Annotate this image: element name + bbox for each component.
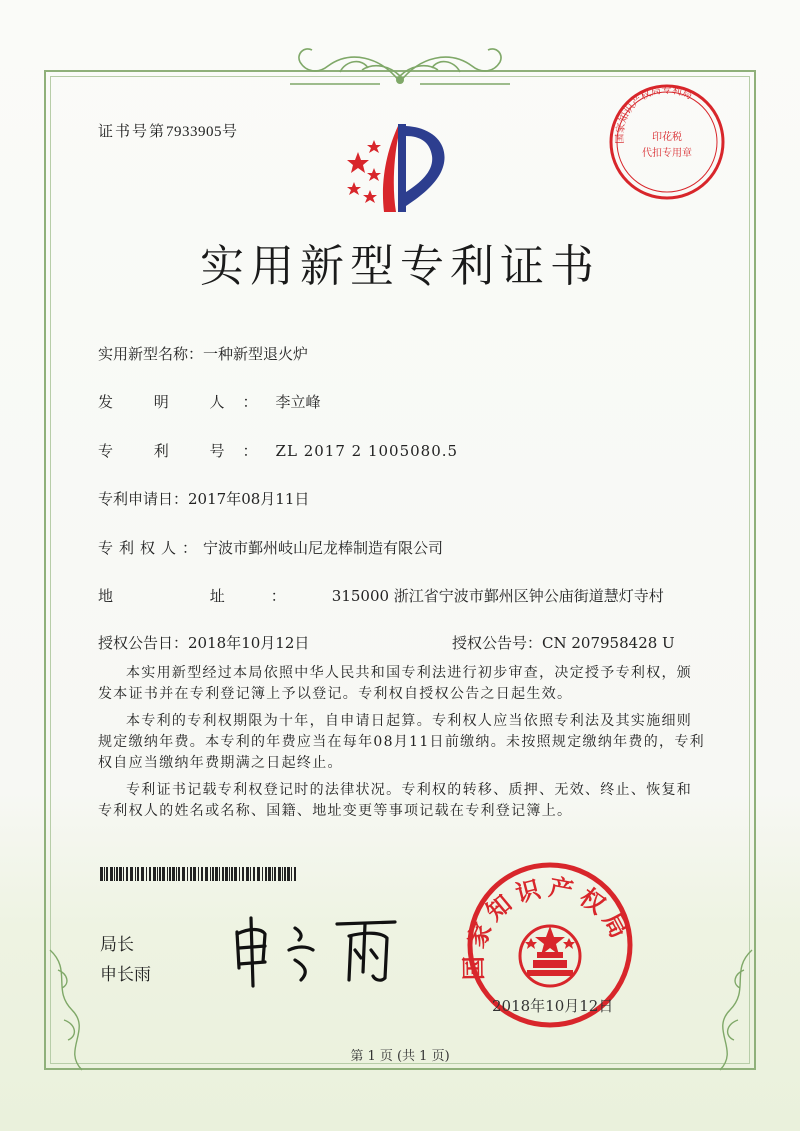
issue-date: 2018年10月12日 [492, 997, 614, 1015]
barcode-bar [141, 867, 144, 881]
application-date-row [98, 488, 309, 509]
address-label: 地 址： [98, 587, 332, 605]
barcode-bar [278, 867, 281, 881]
barcode-bar [215, 867, 218, 881]
certificate-body [98, 663, 706, 828]
barcode-bar [167, 867, 168, 881]
barcode-bar [242, 867, 244, 881]
utility-name-row [98, 343, 308, 364]
barcode-bar [272, 867, 273, 881]
barcode-bar [250, 867, 251, 881]
barcode-bar [212, 867, 214, 881]
grant-number-label: 授权公告号： [452, 634, 543, 652]
barcode-bar [246, 867, 249, 881]
barcode-bar [274, 867, 276, 881]
inventor-value: 李立峰 [275, 393, 321, 411]
barcode-bar [159, 867, 161, 881]
application-date-label: 专利申请日： [98, 490, 189, 508]
barcode-bar [253, 867, 255, 881]
cert-number-prefix: 证书号第 [98, 122, 167, 140]
barcode-bar [225, 867, 228, 881]
barcode-bar [190, 867, 192, 881]
grant-number-row [452, 632, 675, 653]
cert-number-suffix: 号 [222, 122, 240, 140]
grant-date-value: 2018年10月12日 [188, 634, 310, 652]
barcode-bar [149, 867, 151, 881]
barcode-bar [130, 867, 133, 881]
barcode-bar [162, 867, 165, 881]
patent-number-label: 专 利 号： [98, 442, 276, 460]
body-paragraph-1: 本实用新型经过本局依照中华人民共和国专利法进行初步审查，决定授予专利权，颁发本证书并在专利登记簿上予以登记。专利权自授权公告之日起生效。 [98, 665, 693, 702]
application-date-value: 2017年08月11日 [188, 490, 310, 508]
grant-number-value: CN 207958428 U [542, 634, 675, 652]
stamp-inner-text-2: 代扣专用章 [642, 148, 692, 159]
patent-number-value: ZL 2017 2 1005080.5 [275, 442, 459, 460]
director-name: 申长雨 [100, 965, 151, 985]
inventor-row [98, 391, 321, 412]
barcode-bar [239, 867, 240, 881]
barcode-bar [100, 867, 103, 881]
barcode-bar [210, 867, 211, 881]
top-ornament [270, 36, 530, 92]
barcode-bar [110, 867, 113, 881]
barcode-bar [104, 867, 105, 881]
barcode-bar [219, 867, 220, 881]
body-paragraph-3: 专利证书记载专利权登记时的法律状况。专利权的转移、质押、无效、终止、恢复和专利权人的姓名或名称、国籍、地址变更等事项记载在专利登记簿上。 [98, 782, 693, 819]
barcode-bar [106, 867, 108, 881]
barcode-bar [172, 867, 175, 881]
patent-number-row [98, 440, 458, 461]
barcode-bar [157, 867, 158, 881]
barcode-bar [282, 867, 283, 881]
barcode [100, 867, 300, 881]
barcode-bar [119, 867, 122, 881]
barcode-bar [135, 867, 136, 881]
barcode-bar [123, 867, 124, 881]
patentee-value: 宁波市鄞州岐山尼龙棒制造有限公司 [203, 539, 444, 557]
barcode-bar [222, 867, 224, 881]
barcode-bar [176, 867, 177, 881]
patentee-label: 专利权人： [98, 539, 204, 557]
patentee-row [98, 537, 443, 558]
body-paragraph-2: 本专利的专利权期限为十年，自申请日起算。专利权人应当依照专利法及其实施细则规定缴纳年费。本专利的年费应当在每年08月11日前缴纳。未按照规定缴纳年费的，专利权自应当缴纳年费期满之日起终止。 [98, 713, 705, 771]
barcode-bar [229, 867, 230, 881]
stamp-inner-text-1: 印花税 [652, 132, 682, 143]
barcode-bar [205, 867, 208, 881]
barcode-bar [153, 867, 156, 881]
barcode-bar [178, 867, 180, 881]
page-title: 实用新型专利证书 [200, 241, 600, 292]
utility-name-label: 实用新型名称： [98, 345, 204, 363]
barcode-bar [116, 867, 118, 881]
barcode-bar [182, 867, 185, 881]
barcode-bar [198, 867, 199, 881]
barcode-bar [234, 867, 237, 881]
barcode-bar [193, 867, 196, 881]
barcode-bar [146, 867, 147, 881]
barcode-bar [137, 867, 139, 881]
signature [225, 910, 405, 990]
utility-name-value: 一种新型退火炉 [203, 345, 309, 363]
address-row [98, 585, 664, 606]
barcode-bar [114, 867, 115, 881]
barcode-bar [257, 867, 260, 881]
barcode-bar [284, 867, 286, 881]
cert-number-value: 7933905 [166, 124, 223, 140]
barcode-bar [268, 867, 271, 881]
inventor-label: 发 明 人： [98, 393, 276, 411]
barcode-bar [287, 867, 290, 881]
page-number: 第 1 页 (共 1 页) [350, 1049, 450, 1064]
barcode-bar [231, 867, 233, 881]
certificate-number [98, 120, 239, 141]
tax-stamp [605, 80, 729, 204]
barcode-bar [291, 867, 292, 881]
barcode-bar [262, 867, 263, 881]
grant-date-label: 授权公告日： [98, 634, 189, 652]
stamp-outer-text: 国家知识产权局专利局 [614, 84, 694, 144]
barcode-bar [126, 867, 128, 881]
grant-date-row [98, 632, 309, 653]
seal-text: 国家知识产权局 [459, 873, 637, 981]
barcode-bar [169, 867, 171, 881]
director-title: 局长 [100, 935, 134, 955]
barcode-bar [201, 867, 203, 881]
barcode-bar [294, 867, 296, 881]
barcode-bar [187, 867, 188, 881]
barcode-bar [265, 867, 267, 881]
cnipa-logo [340, 118, 460, 218]
address-value: 315000 浙江省宁波市鄞州区钟公庙街道慧灯寺村 [331, 587, 664, 605]
